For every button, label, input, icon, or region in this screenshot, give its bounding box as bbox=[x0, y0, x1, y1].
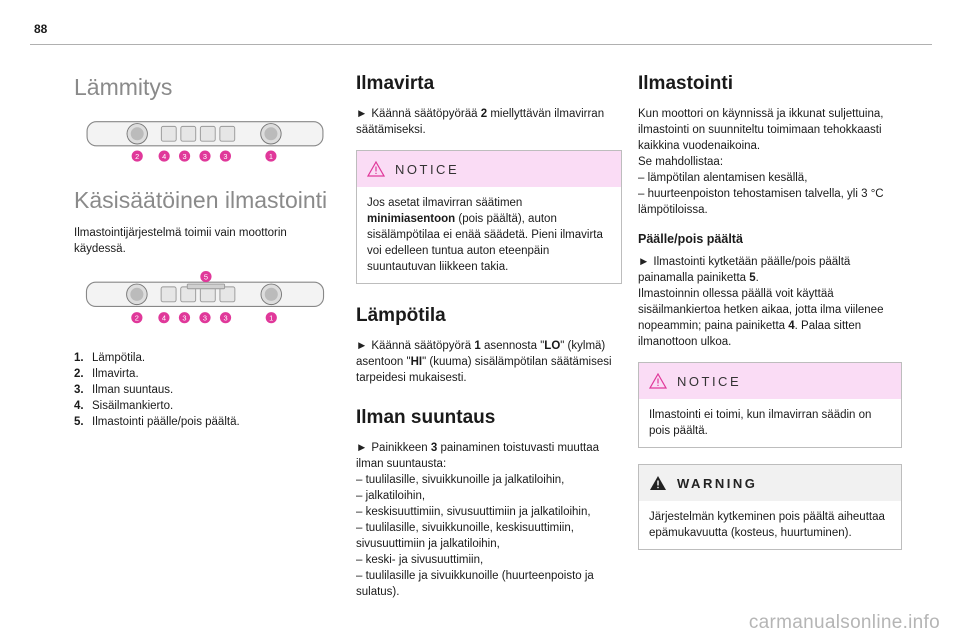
list-item: 1. Lämpötila. bbox=[74, 352, 146, 364]
heading-temperature: Lämpötila bbox=[356, 305, 446, 326]
warning-filled-triangle-icon bbox=[649, 475, 667, 491]
bullet-arrow-icon: ► bbox=[356, 442, 368, 454]
list-item: – tuulilasille, sivuikkunoille, keskisuuttimiin, sivusuuttimiin ja jalkatiloihin, bbox=[356, 522, 574, 550]
warning-triangle-icon bbox=[367, 161, 385, 177]
callout-4: 4 bbox=[162, 151, 167, 161]
bullet-arrow-icon: ► bbox=[638, 256, 650, 268]
intro-text: Ilmastointijärjestelmä toimii vain moottorin käydessä. bbox=[74, 227, 287, 255]
page-number: 88 bbox=[34, 22, 48, 36]
heading-heating: Lämmitys bbox=[74, 74, 173, 100]
warning-title: WARNING bbox=[677, 475, 758, 491]
ac-enables: Se mahdollistaa: bbox=[638, 156, 724, 168]
ac-intro: Kun moottori on käynnissä ja ikkunat suljettuina, ilmastointi on suunniteltu toimimaan tehokkaasti kaikkina vuodenaikoina. bbox=[638, 108, 884, 152]
column-left bbox=[74, 62, 336, 430]
list-item: – tuulilasille ja sivuikkunoille (huurteenpoisto ja sulatus). bbox=[356, 570, 594, 598]
heading-airflow: Ilmavirta bbox=[356, 73, 435, 94]
list-item: – keskisuuttimiin, sivusuuttimiin ja jalkatiloihin, bbox=[356, 506, 591, 518]
airflow-text: ► Käännä säätöpyörää 2 miellyttävän ilmavirran säätämiseksi. bbox=[356, 108, 605, 136]
callout-1: 1 bbox=[268, 151, 273, 161]
callout-4: 4 bbox=[161, 313, 167, 323]
list-item: – tuulilasille, sivuikkunoille ja jalkatiloihin, bbox=[356, 474, 565, 486]
list-item: – keski- ja sivusuuttimiin, bbox=[356, 554, 484, 566]
heading-air-conditioning: Ilmastointi bbox=[638, 73, 734, 94]
callout-3a: 3 bbox=[182, 151, 187, 161]
warning-triangle-icon bbox=[649, 373, 667, 389]
heading-manual-ac: Käsisäätöinen ilmastointi bbox=[74, 187, 328, 213]
header-rule bbox=[30, 44, 932, 45]
list-item: – lämpötilan alentamisen kesällä, bbox=[638, 172, 808, 184]
list-item: – huurteenpoiston tehostamisen talvella, yli 3 °C lämpötiloissa. bbox=[638, 188, 884, 216]
temperature-text: ► Käännä säätöpyörä 1 asennosta "LO" (kylmä) asentoon "HI" (kuuma) sisälämpötilan säätämisesi tarpeidesi mukaisesti. bbox=[356, 340, 612, 384]
callout-3b: 3 bbox=[202, 313, 208, 323]
recirculation-text: Ilmastoinnin ollessa päällä voit käyttää sisäilmankiertoa hetken aikaa, jotta ilma viilenee nopeammin; paina painiketta 4. Palaa sitten ilmanottoon ulkoa. bbox=[638, 288, 884, 348]
list-item: 5. Ilmastointi päälle/pois päältä. bbox=[74, 416, 240, 428]
warning-text: Järjestelmän kytkeminen pois päältä aiheuttaa epämukavuutta (kosteus, huurtuminen). bbox=[649, 511, 885, 539]
callout-1: 1 bbox=[269, 313, 274, 323]
control-panel-illustration-2 bbox=[74, 271, 336, 327]
on-off-text: ► Ilmastointi kytketään päälle/pois päältä painamalla painiketta 5. bbox=[638, 256, 851, 284]
notice-title: NOTICE bbox=[677, 373, 742, 389]
legend-list bbox=[74, 350, 336, 430]
heading-on-off: Päälle/pois päältä bbox=[638, 232, 743, 246]
column-right bbox=[638, 72, 902, 550]
notice-box-ac bbox=[638, 362, 902, 448]
notice-title: NOTICE bbox=[395, 161, 460, 177]
column-middle bbox=[356, 72, 622, 600]
direction-text: ► Painikkeen 3 painaminen toistuvasti muuttaa ilman suuntausta: bbox=[356, 442, 599, 470]
callout-2: 2 bbox=[134, 313, 139, 323]
list-item: 2. Ilmavirta. bbox=[74, 368, 139, 380]
list-item: 3. Ilman suuntaus. bbox=[74, 384, 174, 396]
notice-text: Jos asetat ilmavirran säätimen minimiasentoon (pois päältä), auton sisälämpötilaa ei enää säädetä. Pieni ilmavirta voi edelleen tuntua auton eteenpäin suuntautuvan liikkeen takia. bbox=[367, 197, 603, 273]
callout-2: 2 bbox=[135, 151, 140, 161]
heading-air-direction: Ilman suuntaus bbox=[356, 407, 496, 428]
bullet-arrow-icon: ► bbox=[356, 108, 368, 120]
callout-3c: 3 bbox=[223, 151, 228, 161]
watermark: carmanualsonline.info bbox=[748, 612, 940, 633]
list-item: 4. Sisäilmankierto. bbox=[74, 400, 174, 412]
control-panel-illustration-1 bbox=[74, 118, 336, 170]
callout-3b: 3 bbox=[202, 151, 208, 161]
notice-box-airflow bbox=[356, 150, 622, 284]
list-item: – jalkatiloihin, bbox=[356, 490, 426, 502]
callout-3a: 3 bbox=[182, 313, 187, 323]
notice-text: Ilmastointi ei toimi, kun ilmavirran säädin on pois päältä. bbox=[649, 409, 872, 437]
warning-box bbox=[638, 464, 902, 550]
bullet-arrow-icon: ► bbox=[356, 340, 368, 352]
callout-5: 5 bbox=[203, 272, 209, 282]
callout-3c: 3 bbox=[223, 313, 228, 323]
